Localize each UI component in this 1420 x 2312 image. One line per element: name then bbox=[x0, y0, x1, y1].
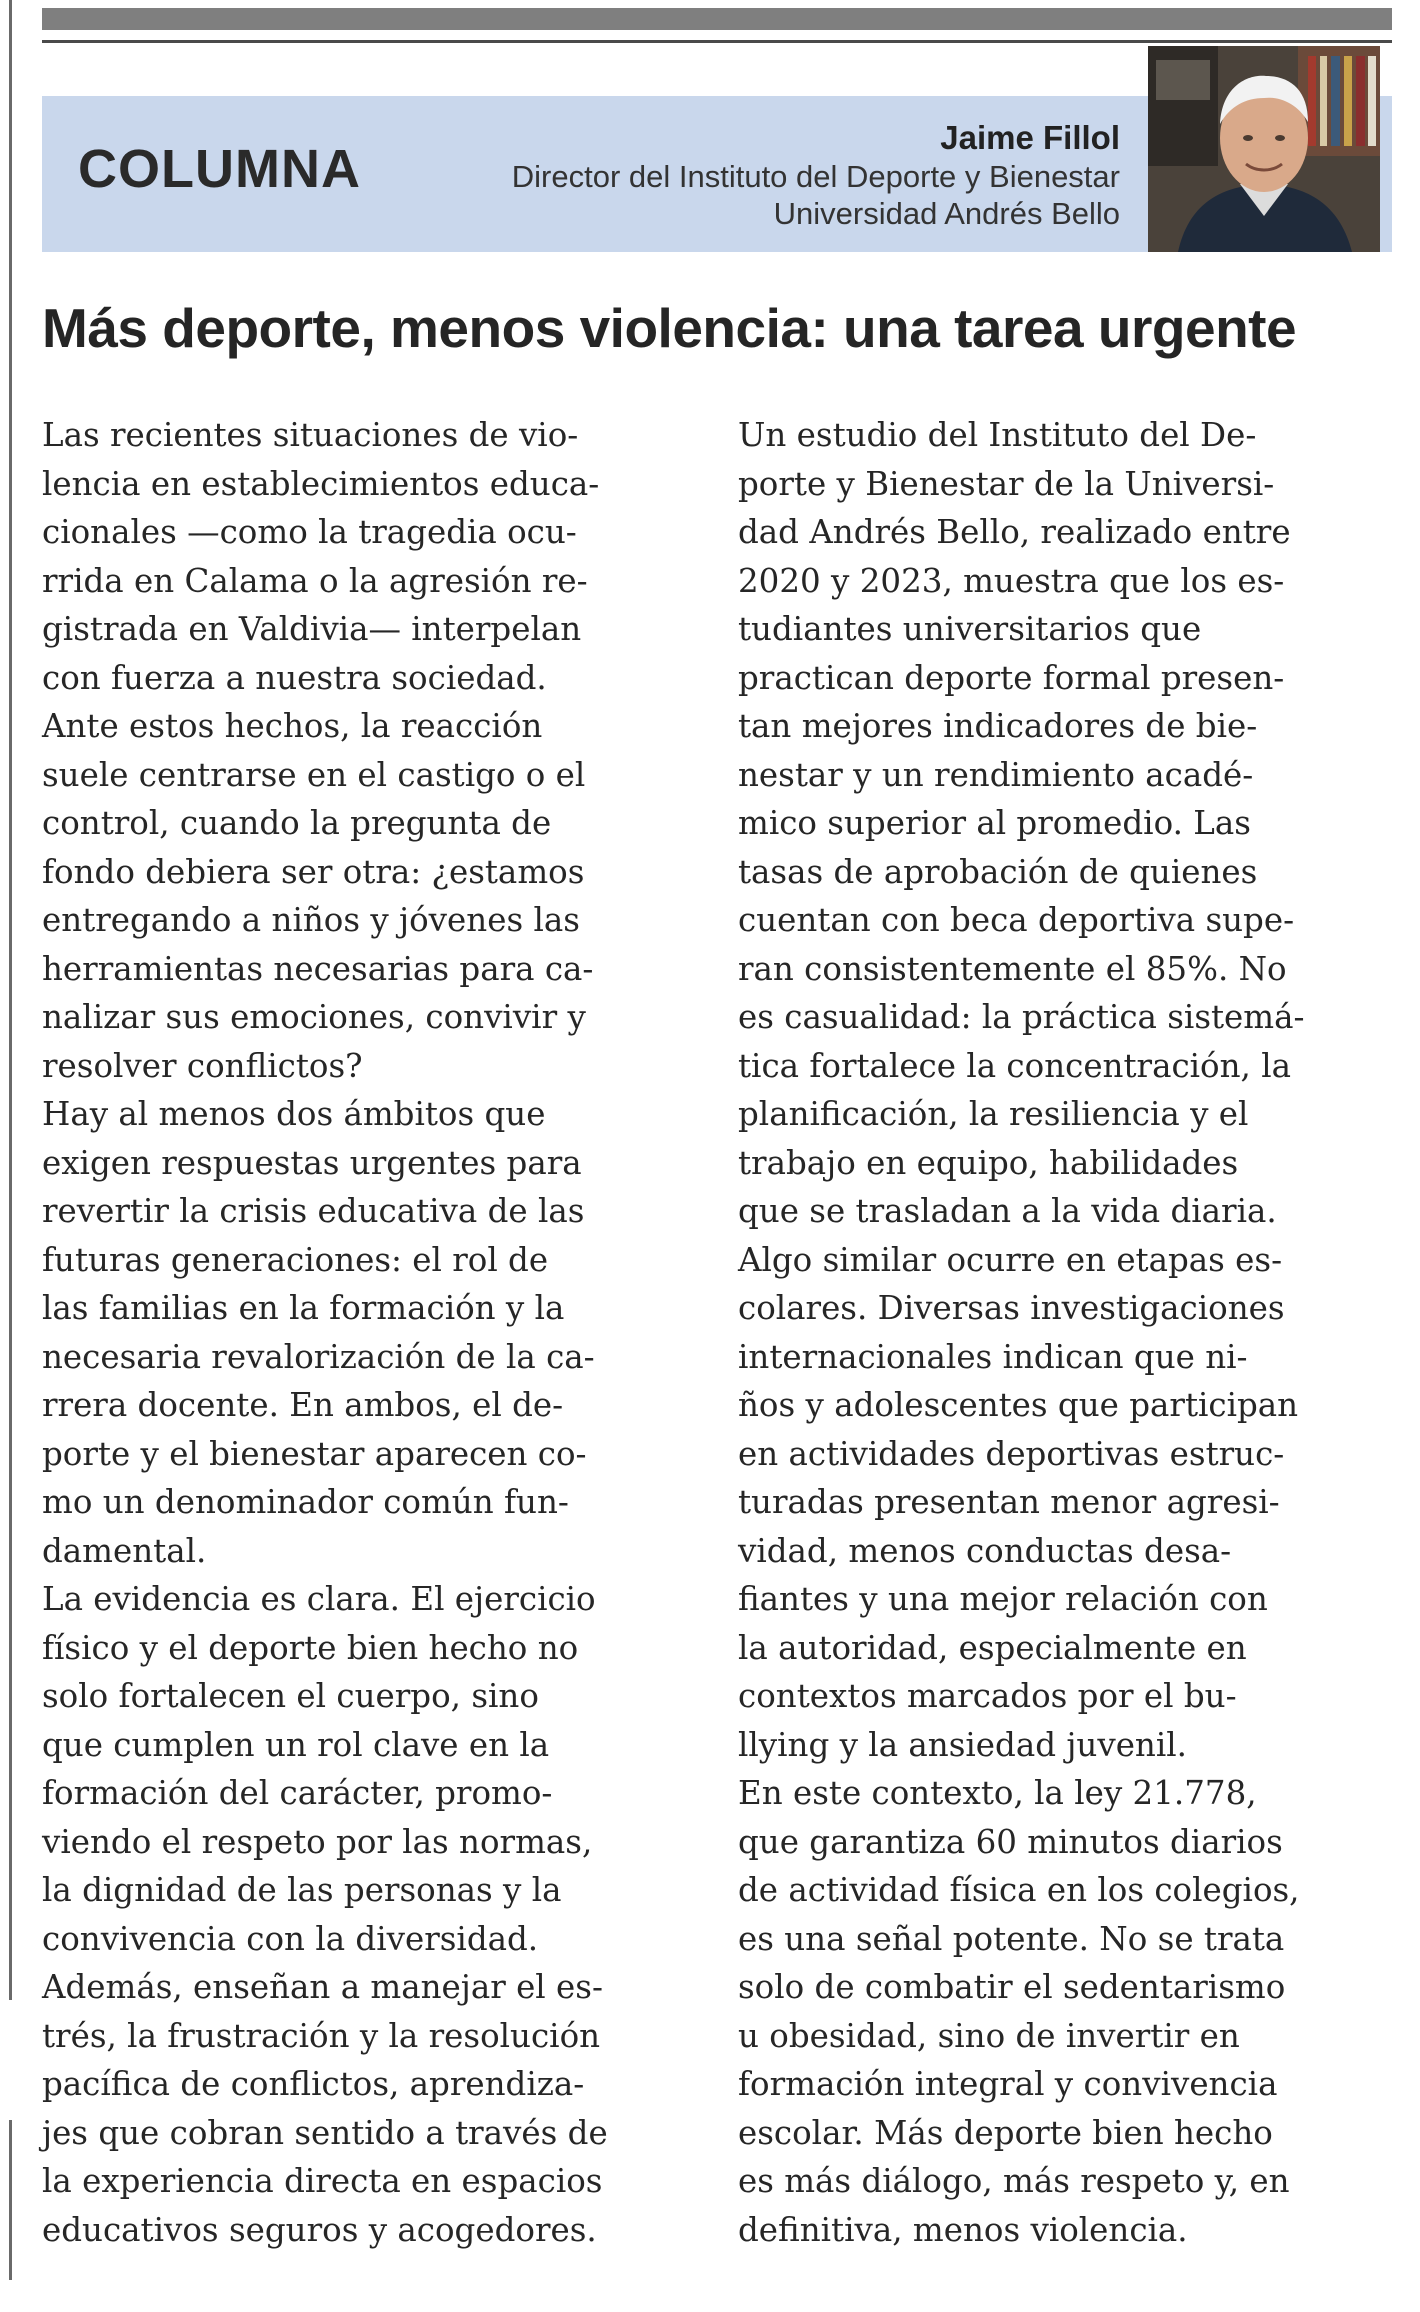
article-line: mo un denominador común fun- bbox=[42, 1483, 569, 1521]
article-line: formación integral y convivencia bbox=[738, 2065, 1278, 2103]
article-line: 2020 y 2023, muestra que los es- bbox=[738, 561, 1285, 600]
article-line: jes que cobran sentido a través de bbox=[42, 2113, 608, 2152]
article-line: vidad, menos conductas desa- bbox=[738, 1531, 1232, 1570]
article-line: es casualidad: la práctica sistemá- bbox=[738, 998, 1305, 1036]
article-line: gistrada en Valdivia— interpelan bbox=[42, 610, 582, 648]
article-line: contextos marcados por el bu- bbox=[738, 1677, 1237, 1715]
article-line: tica fortalece la concentración, la bbox=[738, 1046, 1291, 1085]
article-line: pacífica de conflictos, aprendiza- bbox=[42, 2065, 585, 2103]
article-line: formación del carácter, promo- bbox=[42, 1774, 553, 1812]
article-line: rrera docente. En ambos, el de- bbox=[42, 1386, 564, 1424]
top-gray-bar bbox=[42, 8, 1392, 30]
article-line: ran consistentemente el 85%. No bbox=[738, 949, 1287, 988]
author-role-line1: Director del Instituto del Deporte y Bienestar bbox=[511, 159, 1120, 194]
article-line: porte y el bienestar aparecen co- bbox=[42, 1434, 587, 1473]
article-line: definitiva, menos violencia. bbox=[738, 2210, 1188, 2249]
author-name: Jaime Fillol bbox=[940, 119, 1120, 156]
article-line: revertir la crisis educativa de las bbox=[42, 1192, 585, 1230]
article-line: resolver conflictos? bbox=[42, 1046, 363, 1085]
article-line: la experiencia directa en espacios bbox=[42, 2162, 603, 2200]
article-line: nalizar sus emociones, convivir y bbox=[42, 998, 586, 1036]
section-label: COLUMNA bbox=[78, 139, 361, 199]
article-line: tan mejores indicadores de bie- bbox=[738, 707, 1258, 745]
article-line: tasas de aprobación de quienes bbox=[738, 852, 1258, 891]
author-portrait-graphic bbox=[1148, 46, 1380, 252]
article-line: herramientas necesarias para ca- bbox=[42, 949, 594, 988]
article-line: Las recientes situaciones de vio- bbox=[42, 416, 579, 454]
article-line: La evidencia es clara. El ejercicio bbox=[42, 1580, 596, 1618]
article-line: la autoridad, especialmente en bbox=[738, 1628, 1247, 1667]
article-line: solo fortalecen el cuerpo, sino bbox=[42, 1677, 539, 1715]
author-role-line2: Universidad Andrés Bello bbox=[773, 196, 1120, 231]
article-line: la dignidad de las personas y la bbox=[42, 1871, 562, 1909]
article-column-right bbox=[738, 411, 1304, 2254]
article-line: Hay al menos dos ámbitos que bbox=[42, 1095, 546, 1133]
article-line: lencia en establecimientos educa- bbox=[42, 464, 600, 503]
article-line: ños y adolescentes que participan bbox=[738, 1386, 1299, 1424]
article-line: suele centrarse en el castigo o el bbox=[42, 755, 586, 794]
article-line: llying y la ansiedad juvenil. bbox=[738, 1725, 1187, 1764]
article-line: practican deporte formal presen- bbox=[738, 658, 1285, 697]
article-line: en actividades deportivas estruc- bbox=[738, 1434, 1285, 1473]
article-line: trés, la frustración y la resolución bbox=[42, 2016, 601, 2055]
article-line: Además, enseñan a manejar el es- bbox=[42, 1968, 603, 2006]
article-line: escolar. Más deporte bien hecho bbox=[738, 2113, 1273, 2152]
article-line: cuentan con beca deportiva supe- bbox=[738, 901, 1295, 939]
article-title: Más deporte, menos violencia: una tarea urgente bbox=[42, 297, 1297, 359]
article-line: necesaria revalorización de la ca- bbox=[42, 1337, 595, 1376]
article-line: con fuerza a nuestra sociedad. bbox=[42, 658, 547, 697]
article-line: exigen respuestas urgentes para bbox=[42, 1143, 582, 1182]
article-line: rrida en Calama o la agresión re- bbox=[42, 561, 588, 600]
article-line: entregando a niños y jóvenes las bbox=[42, 901, 580, 939]
article-line: es una señal potente. No se trata bbox=[738, 1919, 1285, 1958]
article-line: control, cuando la pregunta de bbox=[42, 804, 552, 842]
article-line: Ante estos hechos, la reacción bbox=[42, 707, 543, 745]
author-credit bbox=[512, 118, 1120, 232]
article-line: planificación, la resiliencia y el bbox=[738, 1095, 1249, 1133]
article-line: que cumplen un rol clave en la bbox=[42, 1725, 550, 1764]
article-line: físico y el deporte bien hecho no bbox=[42, 1628, 579, 1667]
article-line: convivencia con la diversidad. bbox=[42, 1919, 539, 1958]
article-line: de actividad física en los colegios, bbox=[738, 1871, 1300, 1909]
article-line: es más diálogo, más respeto y, en bbox=[738, 2162, 1290, 2200]
article-line: las familias en la formación y la bbox=[42, 1289, 565, 1327]
page-edge-rule-lower bbox=[9, 2120, 12, 2280]
article-line: internacionales indican que ni- bbox=[738, 1337, 1248, 1376]
article-line: futuras generaciones: el rol de bbox=[42, 1240, 549, 1279]
article-line: damental. bbox=[42, 1531, 207, 1570]
article-line: que se trasladan a la vida diaria. bbox=[738, 1192, 1277, 1230]
article-line: viendo el respeto por las normas, bbox=[42, 1822, 593, 1861]
article-line: En este contexto, la ley 21.778, bbox=[738, 1774, 1257, 1812]
article-line: mico superior al promedio. Las bbox=[738, 804, 1251, 842]
article-line: turadas presentan menor agresi- bbox=[738, 1483, 1280, 1521]
top-divider bbox=[42, 40, 1392, 43]
article-line: fondo debiera ser otra: ¿estamos bbox=[42, 852, 585, 891]
article-line: trabajo en equipo, habilidades bbox=[738, 1143, 1239, 1182]
article-line: solo de combatir el sedentarismo bbox=[738, 1968, 1286, 2006]
article-line: Algo similar ocurre en etapas es- bbox=[738, 1240, 1283, 1279]
article-line: que garantiza 60 minutos diarios bbox=[738, 1822, 1283, 1861]
author-portrait-icon bbox=[1148, 46, 1380, 252]
page-edge-rule bbox=[9, 0, 12, 2000]
article-line: porte y Bienestar de la Universi- bbox=[738, 464, 1275, 503]
article-line: u obesidad, sino de invertir en bbox=[738, 2016, 1240, 2055]
article-line: nestar y un rendimiento acadé- bbox=[738, 755, 1254, 794]
article-line: tudiantes universitarios que bbox=[738, 610, 1202, 648]
article-column-left bbox=[42, 411, 608, 2254]
article-line: fiantes y una mejor relación con bbox=[738, 1580, 1268, 1618]
article-line: educativos seguros y acogedores. bbox=[42, 2210, 597, 2249]
article-line: cionales —como la tragedia ocu- bbox=[42, 513, 577, 551]
article-line: dad Andrés Bello, realizado entre bbox=[738, 513, 1291, 551]
article-line: Un estudio del Instituto del De- bbox=[738, 416, 1257, 454]
article-line: colares. Diversas investigaciones bbox=[738, 1289, 1285, 1327]
